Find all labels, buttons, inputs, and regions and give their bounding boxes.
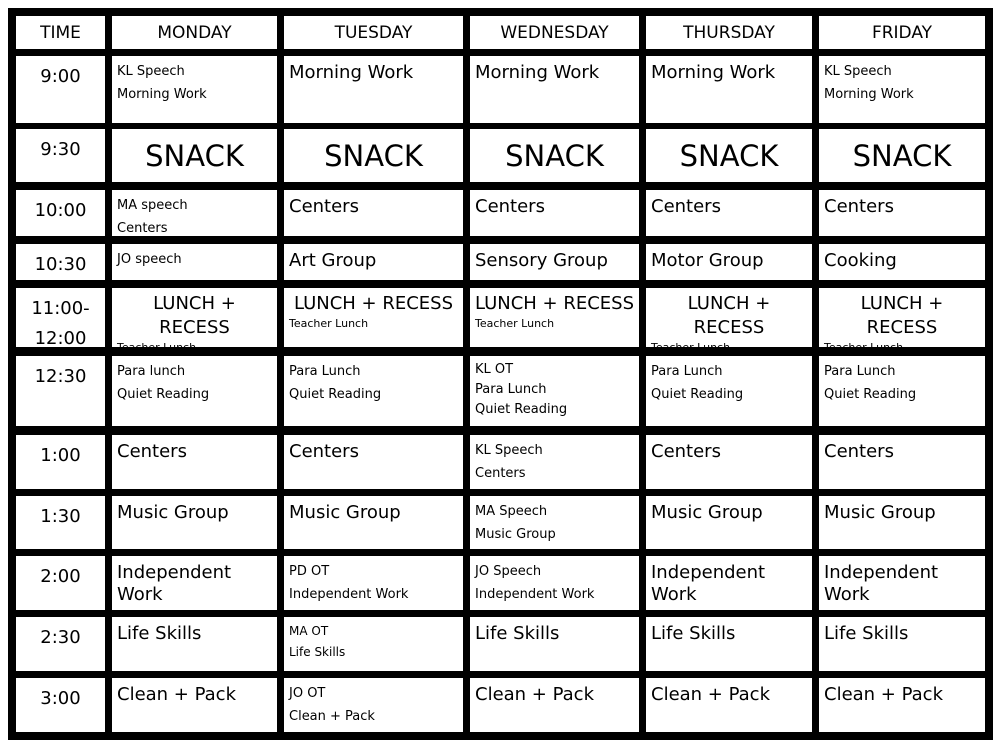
weekly-schedule-grid	[8, 8, 993, 740]
time-slot	[16, 556, 105, 610]
schedule-cell	[112, 556, 277, 610]
schedule-cell	[284, 190, 463, 236]
activity-label: KL Speech	[475, 443, 543, 458]
schedule-cell	[819, 356, 985, 426]
activity-label: MA OT	[289, 624, 329, 638]
schedule-cell	[646, 288, 812, 354]
schedule-cell	[470, 617, 639, 671]
activity-label: MA speech	[117, 198, 188, 213]
activity-label: Independent Work	[475, 587, 595, 602]
activity-label: Centers	[289, 441, 359, 462]
activity-label: Morning Work	[475, 62, 600, 83]
note-label: Teacher Lunch	[824, 341, 904, 354]
note-label: Teacher Lunch	[475, 317, 555, 330]
activity-label: SNACK	[852, 138, 952, 173]
schedule-cell	[646, 678, 812, 732]
activity-label: KL OT	[475, 362, 514, 377]
activity-label: Clean + Pack	[651, 684, 771, 705]
schedule-cell	[470, 678, 639, 732]
activity-label: MA Speech	[475, 504, 548, 519]
schedule-cell	[112, 288, 277, 354]
time-label: 1:00	[40, 445, 81, 466]
time-label: 9:00	[40, 66, 81, 87]
schedule-cell	[646, 617, 812, 671]
time-slot	[16, 244, 105, 280]
schedule-cell	[284, 496, 463, 549]
activity-label: Para Lunch	[824, 364, 896, 379]
time-label: 9:30	[40, 139, 81, 160]
schedule-cell	[112, 56, 277, 123]
schedule-cell	[112, 435, 277, 489]
time-label: 2:30	[40, 627, 81, 648]
activity-label: LUNCH + RECESS	[474, 293, 635, 314]
activity-label: Sensory Group	[475, 250, 608, 271]
activity-label: Life Skills	[475, 623, 560, 644]
activity-label: Centers	[117, 221, 168, 236]
activity-label: Clean + Pack	[117, 684, 237, 705]
schedule-cell	[646, 190, 812, 236]
time-label: 10:30	[34, 254, 87, 275]
activity-label: SNACK	[324, 138, 423, 173]
activity-label: Para Lunch	[289, 364, 361, 379]
note-label: Teacher Lunch	[117, 341, 197, 354]
activity-label: Motor Group	[651, 250, 764, 271]
activity-label: Para lunch	[117, 364, 186, 379]
time-slot	[16, 129, 105, 182]
schedule-cell	[819, 678, 985, 732]
schedule-cell	[819, 56, 985, 123]
activity-label: KL Speech	[117, 64, 185, 79]
activity-label: Clean + Pack	[289, 709, 375, 724]
time-label: 1:30	[40, 506, 81, 527]
schedule-cell	[470, 496, 639, 549]
activity-label: Centers	[475, 466, 526, 481]
note-label: Teacher Lunch	[289, 317, 369, 330]
schedule-cell	[470, 288, 639, 347]
activity-label: Quiet Reading	[651, 387, 744, 402]
schedule-cell	[819, 129, 985, 182]
activity-label: Clean + Pack	[824, 684, 944, 705]
activity-label: LUNCH + RECESS	[687, 293, 771, 338]
schedule-cell	[284, 435, 463, 489]
time-label: 10:00	[34, 200, 87, 221]
activity-label: LUNCH + RECESS	[293, 293, 454, 314]
activity-label: Life Skills	[651, 623, 736, 644]
time-slot	[16, 356, 105, 426]
schedule-cell	[112, 190, 277, 236]
activity-label: Quiet Reading	[289, 387, 382, 402]
activity-label: Life Skills	[117, 623, 202, 644]
activity-label: LUNCH + RECESS	[860, 293, 944, 338]
schedule-cell	[112, 678, 277, 732]
schedule-cell	[646, 496, 812, 549]
activity-label: SNACK	[505, 138, 604, 173]
schedule-cell	[646, 356, 812, 426]
activity-label: Morning Work	[289, 62, 414, 83]
activity-label: Quiet Reading	[475, 402, 568, 417]
activity-label: Music Group	[475, 527, 556, 542]
schedule-cell	[112, 244, 277, 280]
time-slot	[16, 190, 105, 236]
time-slot	[16, 678, 105, 732]
schedule-cell	[284, 617, 463, 671]
time-slot	[16, 435, 105, 489]
activity-label: Independent Work	[824, 562, 939, 605]
schedule-cell	[819, 617, 985, 671]
activity-label: Centers	[475, 196, 545, 217]
schedule-cell	[470, 356, 639, 426]
activity-label: Music Group	[651, 502, 763, 523]
activity-label: Centers	[289, 196, 359, 217]
activity-label: Para Lunch	[651, 364, 723, 379]
activity-label: PD OT	[289, 564, 330, 579]
activity-label: Cooking	[824, 250, 897, 271]
time-label: 11:00-	[31, 298, 90, 319]
header-time: TIME	[16, 16, 105, 49]
schedule-cell	[284, 678, 463, 732]
time-label: 12:00	[34, 328, 87, 349]
schedule-cell	[470, 435, 639, 489]
schedule-cell	[112, 496, 277, 549]
header-day: WEDNESDAY	[470, 16, 639, 49]
time-slot	[16, 496, 105, 549]
schedule-cell	[284, 356, 463, 426]
schedule-cell	[646, 435, 812, 489]
activity-label: Quiet Reading	[117, 387, 210, 402]
schedule-cell	[819, 288, 985, 354]
schedule-cell	[112, 129, 277, 182]
activity-label: KL Speech	[824, 64, 892, 79]
schedule-cell	[819, 496, 985, 549]
schedule-cell	[819, 190, 985, 236]
activity-label: JO OT	[289, 686, 326, 701]
activity-label: Life Skills	[289, 645, 346, 659]
activity-label: Centers	[824, 441, 894, 462]
time-label: 12:30	[34, 366, 87, 387]
schedule-cell	[470, 190, 639, 236]
activity-label: Music Group	[289, 502, 401, 523]
activity-label: JO Speech	[475, 564, 542, 579]
activity-label: SNACK	[679, 138, 779, 173]
schedule-cell	[470, 244, 639, 280]
activity-label: Music Group	[117, 502, 229, 523]
activity-label: Morning Work	[117, 87, 207, 102]
activity-label: Centers	[651, 196, 721, 217]
activity-label: Clean + Pack	[475, 684, 595, 705]
header-day: THURSDAY	[646, 16, 812, 49]
activity-label: JO speech	[117, 252, 182, 267]
note-label: Teacher Lunch	[651, 341, 731, 354]
schedule-cell	[284, 56, 463, 123]
schedule-cell	[646, 129, 812, 182]
time-label: 3:00	[40, 688, 81, 709]
schedule-cell	[112, 617, 277, 671]
schedule-cell	[112, 356, 277, 426]
activity-label: Independent Work	[117, 562, 232, 605]
activity-label: Morning Work	[824, 87, 914, 102]
time-slot	[16, 56, 105, 123]
schedule-cell	[470, 56, 639, 123]
schedule-cell	[470, 556, 639, 610]
schedule-cell	[646, 556, 812, 610]
activity-label: Quiet Reading	[824, 387, 917, 402]
header-day: TUESDAY	[284, 16, 463, 49]
activity-label: LUNCH + RECESS	[153, 293, 236, 338]
time-label: 2:00	[40, 566, 81, 587]
schedule-cell	[819, 435, 985, 489]
activity-label: Independent Work	[651, 562, 766, 605]
activity-label: Para Lunch	[475, 382, 547, 397]
header-day: MONDAY	[112, 16, 277, 49]
schedule-cell	[284, 244, 463, 280]
activity-label: Centers	[651, 441, 721, 462]
activity-label: Centers	[824, 196, 894, 217]
schedule-cell	[819, 556, 985, 610]
time-slot	[16, 617, 105, 671]
activity-label: Life Skills	[824, 623, 909, 644]
schedule-cell	[284, 556, 463, 610]
schedule-cell	[284, 129, 463, 182]
activity-label: Centers	[117, 441, 187, 462]
schedule-cell	[284, 288, 463, 347]
activity-label: Morning Work	[651, 62, 776, 83]
schedule-cell	[470, 129, 639, 182]
time-slot	[16, 288, 105, 347]
schedule-cell	[646, 244, 812, 280]
activity-label: SNACK	[145, 138, 244, 173]
activity-label: Art Group	[289, 250, 377, 271]
activity-label: Independent Work	[289, 587, 409, 602]
activity-label: Music Group	[824, 502, 936, 523]
schedule-cell	[819, 244, 985, 280]
schedule-cell	[646, 56, 812, 123]
header-day: FRIDAY	[819, 16, 985, 49]
